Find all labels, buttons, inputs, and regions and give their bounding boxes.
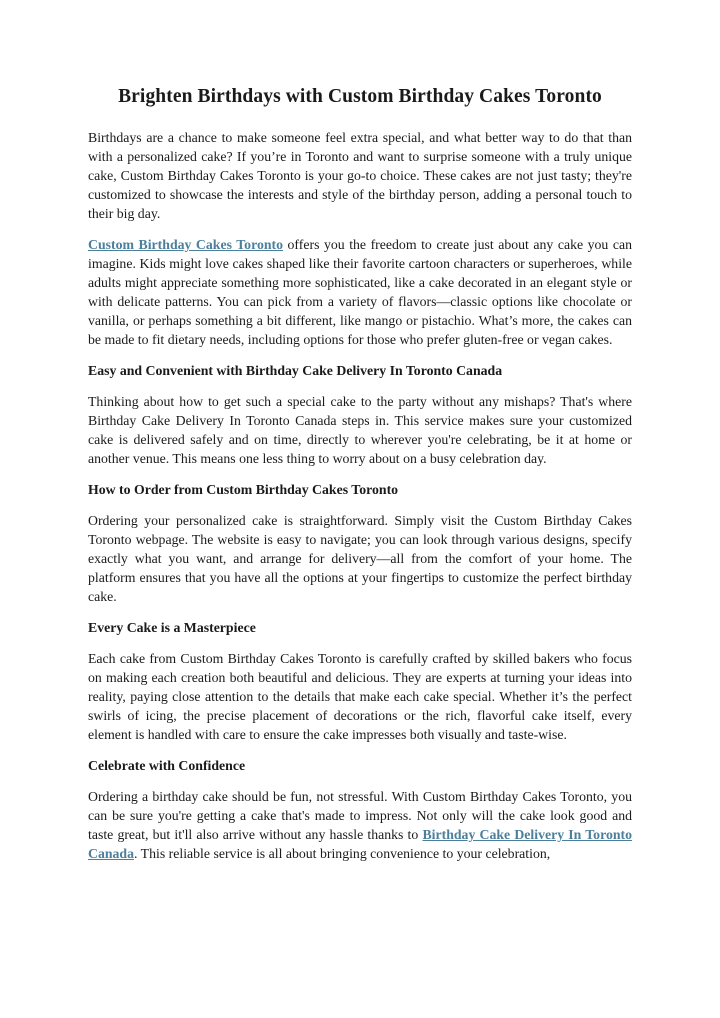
masterpiece-paragraph: Each cake from Custom Birthday Cakes Toronto is carefully crafted by skilled bakers who focus on making each creation both beautiful and delicious. They are experts at turning your ideas into reality, paying close attention to the details that make each cake special. Whether it’s the perfect swirls of icing, the precise placement of decorations or the rich, flavorful cake itself, every element is handled with care to ensure the cake impresses both visually and taste-wise. — [88, 651, 632, 742]
cake-delivery-link[interactable]: Birthday Cake Delivery In Toronto Canada — [88, 827, 633, 861]
offers-paragraph — [88, 235, 632, 349]
celebrate-text-before: Ordering a birthday cake should be fun, not stressful. With Custom Birthday Cakes Toronto, you can be sure you're getting a cake that's made to impress. Not only will the cake look good and taste great, but it'll also arrive without any hassle thanks to — [88, 789, 632, 842]
masterpiece-heading: Every Cake is a Masterpiece — [88, 620, 256, 635]
document-page — [88, 86, 632, 875]
celebrate-text-after: . This reliable service is all about bringing convenience to your celebration, — [134, 846, 551, 861]
celebrate-paragraph — [88, 787, 632, 863]
offers-paragraph-text: offers you the freedom to create just about any cake you can imagine. Kids might love cakes shaped like their favorite cartoon characters or superheroes, while adults might appreciate something more sophisticated, like a cake decorated in an elegant style or with delicate patterns. You can pick from a variety of flavors—classic options like chocolate or vanilla, or perhaps something a bit different, like mango or pistachio. What’s more, the cakes can be made to fit dietary needs, including options for those who prefer gluten-free or vegan cakes. — [88, 237, 632, 347]
celebrate-heading: Celebrate with Confidence — [88, 758, 246, 773]
order-paragraph: Ordering your personalized cake is straightforward. Simply visit the Custom Birthday Cakes Toronto webpage. The website is easy to navigate; you can look through various designs, specify exactly what you want, and arrange for delivery—all from the comfort of your home. The platform ensures that you have all the options at your fingertips to customize the perfect birthday cake. — [88, 513, 632, 604]
page-title: Brighten Birthdays with Custom Birthday Cakes Toronto — [118, 86, 602, 107]
custom-cakes-link[interactable]: Custom Birthday Cakes Toronto — [88, 237, 284, 252]
order-heading: How to Order from Custom Birthday Cakes Toronto — [88, 482, 399, 497]
delivery-paragraph: Thinking about how to get such a special cake to the party without any mishaps? That's where Birthday Cake Delivery In Toronto Canada steps in. This service makes sure your customized cake is delivered safely and on time, directly to wherever you're celebrating, be it at home or another venue. This means one less thing to worry about on a busy celebration day. — [88, 394, 632, 466]
intro-paragraph: Birthdays are a chance to make someone feel extra special, and what better way to do that than with a personalized cake? If you’re in Toronto and want to surprise someone with a truly unique cake, Custom Birthday Cakes Toronto is your go-to choice. These cakes are not just tasty; they're customized to showcase the interests and style of the birthday person, adding a personal touch to their big day. — [88, 130, 632, 221]
delivery-heading: Easy and Convenient with Birthday Cake Delivery In Toronto Canada — [88, 363, 503, 378]
